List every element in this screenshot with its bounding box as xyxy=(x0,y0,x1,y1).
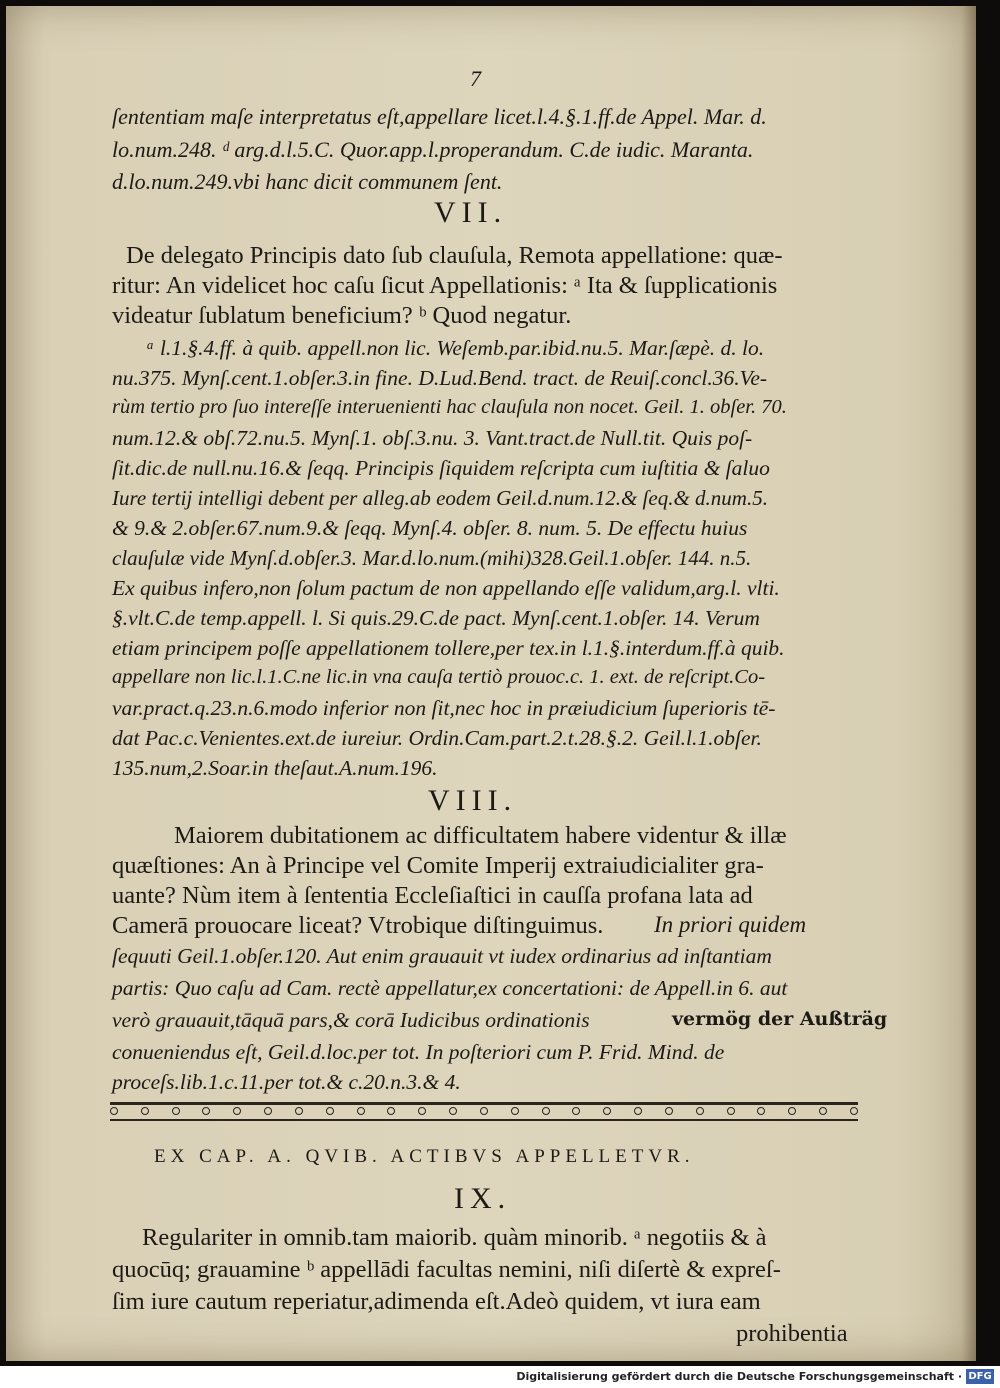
section-vii-body-line: videatur ſublatum beneficium? ᵇ Quod negatur. xyxy=(112,302,572,329)
ornament-dot xyxy=(819,1107,827,1115)
ornament-dot xyxy=(264,1107,272,1115)
ornament-dot xyxy=(634,1107,642,1115)
section-vii-note-line: Ex quibus infero,non ſolum pactum de non appellando eſſe validum,arg.l. vlti. xyxy=(112,576,780,600)
page-number: 7 xyxy=(470,66,481,91)
ornament-dot xyxy=(542,1107,550,1115)
section-vii-note-line: var.pract.q.23.n.6.modo inferior non ſit,nec hoc in præiudicium ſuperioris tē- xyxy=(112,696,776,720)
funding-credit: Digitalisierung gefördert durch die Deutsche Forschungsgemeinschaft · xyxy=(516,1370,962,1383)
section-viii-note-line: In priori quidem xyxy=(654,912,807,937)
section-vii-note-line: rùm tertio pro ſuo intereſſe interuenienti hac clauſula non nocet. Geil. 1. obſer. 70. xyxy=(112,396,787,418)
section-vii-note-line: & 9.& 2.obſer.67.num.9.& ſeqq. Mynſ.4. obſer. 8. num. 5. De effectu huius xyxy=(112,516,748,540)
ornament-rule-bottom xyxy=(110,1119,858,1121)
ornament-dot xyxy=(665,1107,673,1115)
ornament-dot xyxy=(603,1107,611,1115)
section-vii-note-line: appellare non lic.l.1.C.ne lic.in vna cauſa tertiò prouoc.c. 1. ext. de reſcript.Co- xyxy=(112,666,766,688)
section-vii-note-line: clauſulæ vide Mynſ.d.obſer.3. Mar.d.lo.num.(mihi)328.Geil.1.obſer. 144. n.5. xyxy=(112,546,752,570)
dfg-logo: DFG xyxy=(966,1369,994,1384)
ornament-dot xyxy=(850,1107,858,1115)
section-vii-note-line: dat Pac.c.Venientes.ext.de iureiur. Ordin.Cam.part.2.t.28.§.2. Geil.l.1.obſer. xyxy=(112,726,762,750)
section-viii-note-line: conueniendus eſt, Geil.d.loc.per tot. In poſteriori cum P. Frid. Mind. de xyxy=(112,1040,725,1064)
section-heading-viii: VIII. xyxy=(428,784,518,817)
section-ix-body-line: ſim iure cautum reperiatur,adimenda eſt.Adeò quidem, vt iura eam xyxy=(112,1288,761,1315)
section-viii-note-line: proceſs.lib.1.c.11.per tot.& c.20.n.3.& 4. xyxy=(112,1070,461,1094)
digitization-footer xyxy=(0,1366,1000,1388)
catchword: prohibentia xyxy=(736,1320,848,1347)
section-vii-note-line: §.vlt.C.de temp.appell. l. Si quis.29.C.de pact. Mynſ.cent.1.obſer. 14. Verum xyxy=(112,606,760,630)
section-ix-body-line: quocūq; grauamine ᵇ appellādi facultas nemini, niſi diſertè & expreſ- xyxy=(112,1256,781,1283)
ornament-dot xyxy=(387,1107,395,1115)
ornament-dot xyxy=(233,1107,241,1115)
section-vii-note-line: ᵃ l.1.§.4.ff. à quib. appell.non lic. Weſemb.par.ibid.nu.5. Mar.ſæpè. d. lo. xyxy=(146,336,765,360)
section-viii-note-line: partis: Quo caſu ad Cam. rectè appellatur,ex concertationi: de Appell.in 6. aut xyxy=(112,976,788,1000)
section-viii-body-line: Camerā prouocare liceat? Vtrobique diſtinguimus. xyxy=(112,912,604,939)
section-vii-note-line: ſit.dic.de null.nu.16.& ſeqq. Principis ſiquidem reſcripta cum iuſtitia & ſaluo xyxy=(112,456,770,480)
section-viii-note-line: ſequuti Geil.1.obſer.120. Aut enim grauauit vt iudex ordinarius ad inſtantiam xyxy=(112,944,772,968)
section-vii-body-line: De delegato Principis dato ſub clauſula, Remota appellatione: quæ- xyxy=(126,242,783,269)
section-vii-note-line: nu.375. Mynſ.cent.1.obſer.3.in fine. D.Lud.Bend. tract. de Reuiſ.concl.36.Ve- xyxy=(112,366,768,390)
section-viii-blackletter-phrase: vermög der Außträg xyxy=(672,1008,888,1030)
ornament-dot xyxy=(172,1107,180,1115)
section-vii-note-line: 135.num,2.Soar.in theſaut.A.num.196. xyxy=(112,756,438,780)
ornament-dot xyxy=(727,1107,735,1115)
ornament-dot xyxy=(480,1107,488,1115)
ornament-dot xyxy=(788,1107,796,1115)
ornament-dot xyxy=(110,1107,118,1115)
ornament-dot xyxy=(757,1107,765,1115)
section-viii-body-line: Maiorem dubitationem ac difficultatem habere videntur & illæ xyxy=(174,822,787,849)
opening-note-line: d.lo.num.249.vbi hanc dicit communem ſent. xyxy=(112,169,503,194)
section-viii-note-line: verò grauauit,tāquā pars,& corā Iudicibus ordinationis xyxy=(112,1008,590,1032)
section-viii-body-line: quæſtiones: An à Principe vel Comite Imperij extraiudicialiter gra- xyxy=(112,852,764,879)
ornament-dot xyxy=(295,1107,303,1115)
ornament-dot xyxy=(449,1107,457,1115)
ornament-dot xyxy=(141,1107,149,1115)
ornament-dot xyxy=(696,1107,704,1115)
ornamental-border xyxy=(110,1102,858,1126)
opening-note-line: lo.num.248. ᵈ arg.d.l.5.C. Quor.app.l.properandum. C.de iudic. Maranta. xyxy=(112,137,754,162)
section-heading-ix: IX. xyxy=(454,1182,512,1215)
section-heading-vii: VII. xyxy=(434,196,508,229)
section-viii-body-line: uante? Nùm item à ſententia Eccleſiaſtici in cauſſa profana lata ad xyxy=(112,882,753,909)
ornament-dot-row xyxy=(110,1107,858,1117)
book-page xyxy=(6,6,976,1361)
ornament-dot xyxy=(572,1107,580,1115)
ornament-dot xyxy=(357,1107,365,1115)
ornament-dot xyxy=(511,1107,519,1115)
ornament-dot xyxy=(326,1107,334,1115)
section-ix-body-line: Regulariter in omnib.tam maiorib. quàm minorib. ᵃ negotiis & à xyxy=(142,1224,767,1251)
page-edge-shadow xyxy=(962,6,976,1361)
ornament-dot xyxy=(418,1107,426,1115)
section-vii-note-line: num.12.& obſ.72.nu.5. Mynſ.1. obſ.3.nu. 3. Vant.tract.de Null.tit. Quis poſ- xyxy=(112,426,753,450)
opening-note-line: ſententiam maſe interpretatus eſt,appellare licet.l.4.§.1.ff.de Appel. Mar. d. xyxy=(112,104,767,129)
section-vii-body-line: ritur: An videlicet hoc caſu ſicut Appellationis: ᵃ Ita & ſupplicationis xyxy=(112,272,778,299)
section-vii-note-line: Iure tertij intelligi debent per alleg.ab eodem Geil.d.num.12.& ſeq.& d.num.5. xyxy=(112,486,768,510)
chapter-heading: EX CAP. A. QVIB. ACTIBVS APPELLETVR. xyxy=(154,1146,695,1167)
section-vii-note-line: etiam principem poſſe appellationem tollere,per tex.in l.1.§.interdum.ff.à quib. xyxy=(112,636,785,660)
ornament-dot xyxy=(202,1107,210,1115)
ornament-rule-top xyxy=(110,1102,858,1105)
